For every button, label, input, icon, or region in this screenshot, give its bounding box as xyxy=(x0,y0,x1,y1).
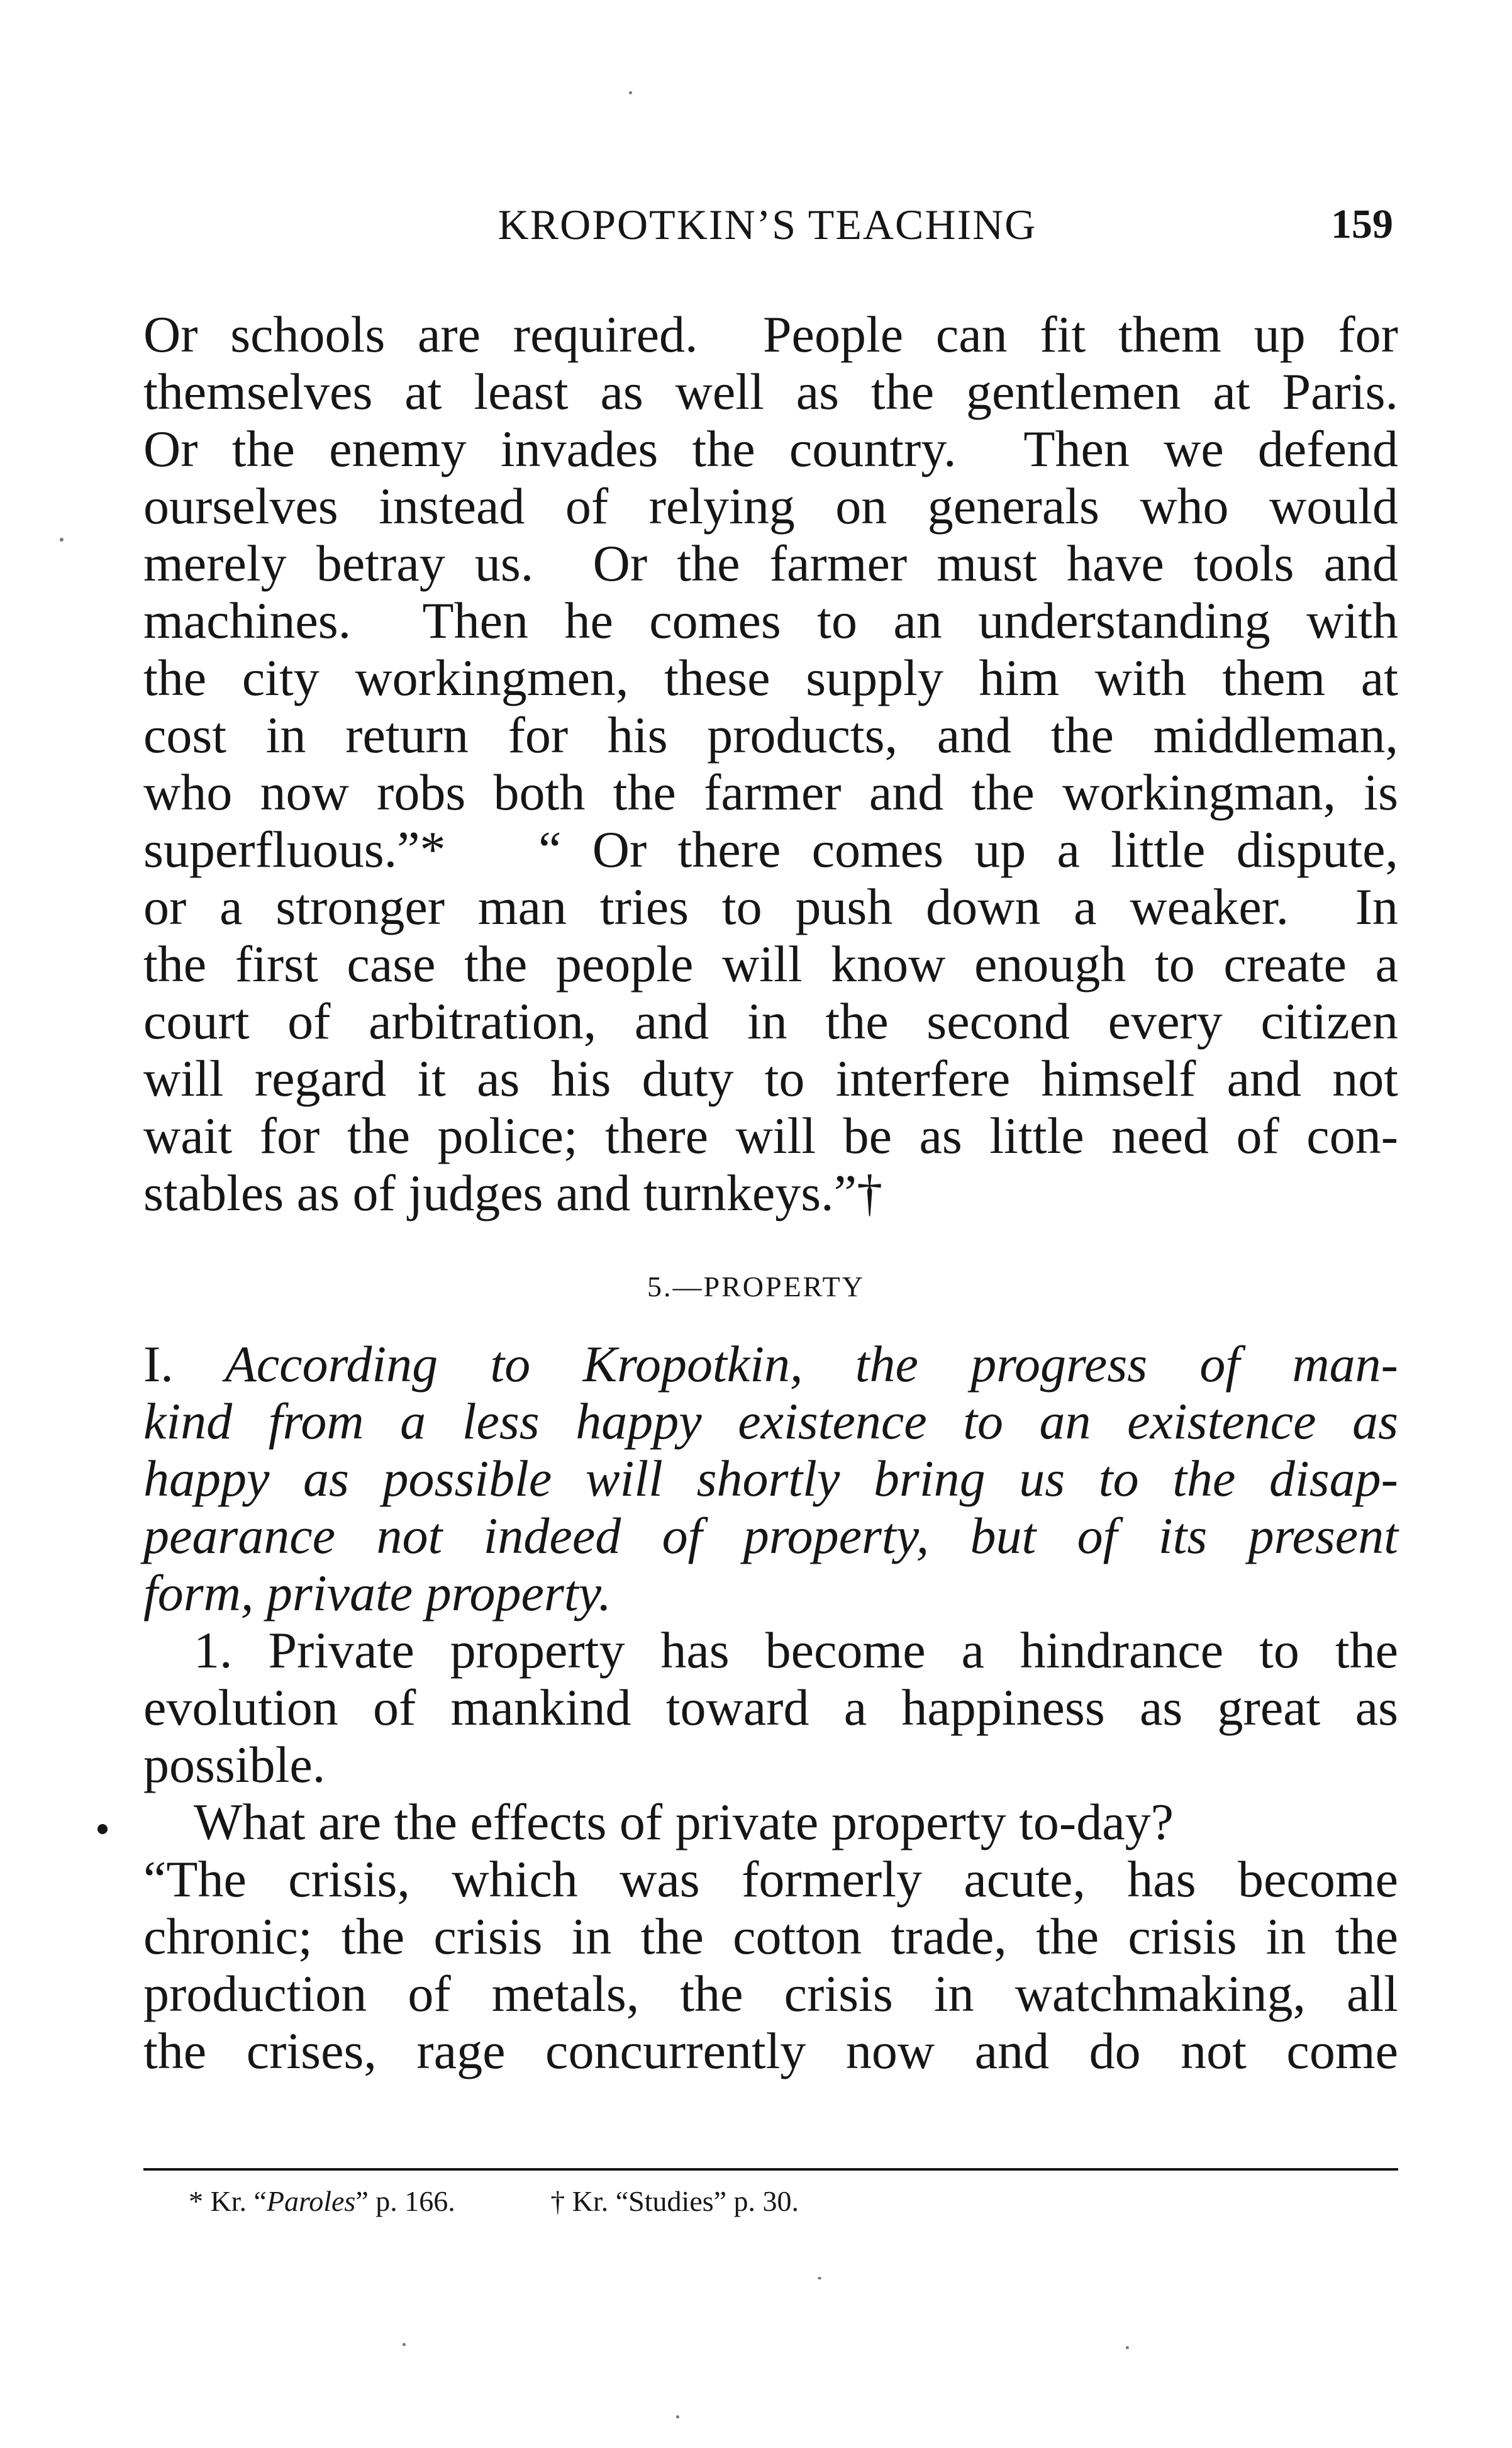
footnote-1 xyxy=(189,2183,455,2220)
thesis-statement xyxy=(143,1335,1398,1622)
text-line: or a stronger man tries to push down a weaker. In xyxy=(143,878,1398,935)
text-line: cost in return for his products, and the middleman, xyxy=(143,706,1398,764)
running-header xyxy=(142,203,1393,247)
text-line: Or the enemy invades the country. Then we defend xyxy=(143,420,1398,477)
thesis-line: form, private property. xyxy=(143,1564,612,1622)
footnote-2-rest: ” p. 30. xyxy=(713,2185,799,2217)
text-line: the crises, rage concurrently now and do not come xyxy=(143,2022,1398,2079)
paper-speck xyxy=(818,2277,821,2279)
paper-speck xyxy=(629,91,632,94)
text-line: who now robs both the farmer and the workingman, is xyxy=(143,764,1398,821)
text-line: themselves at least as well as the gentlemen at Paris. xyxy=(143,363,1398,420)
thesis-text: According to Kropotkin, the progress of man- xyxy=(225,1335,1398,1393)
text-line: merely betray us. Or the farmer must have tools and xyxy=(143,535,1398,592)
thesis-number: I. xyxy=(143,1335,174,1393)
thesis-line-1 xyxy=(143,1335,1398,1393)
text-line: evolution of mankind toward a happiness as great as xyxy=(143,1679,1398,1736)
paper-speck xyxy=(676,2415,679,2418)
footnote-1-title: Paroles xyxy=(266,2185,356,2217)
running-title: KROPOTKIN’S TEACHING xyxy=(498,201,1037,248)
text-line: 1. Private property has become a hindrance to the xyxy=(194,1622,1398,1679)
thesis-line: pearance not indeed of property, but of its present xyxy=(143,1507,1398,1564)
text-line: the city workingmen, these supply him with them at xyxy=(143,649,1398,706)
footnote-2 xyxy=(550,2183,799,2220)
footnote-1-mark: * Kr. “ xyxy=(189,2185,267,2217)
footnote-1-rest: ” p. 166. xyxy=(355,2185,455,2217)
text-line: “The crisis, which was formerly acute, has become xyxy=(143,1850,1398,1908)
footnotes xyxy=(189,2183,1384,2220)
text-line: the first case the people will know enough to create a xyxy=(143,935,1398,993)
text-line: Or schools are required. People can fit them up for xyxy=(143,306,1398,363)
text-line: machines. Then he comes to an understanding with xyxy=(143,592,1398,649)
thesis-line: kind from a less happy existence to an existence as xyxy=(143,1393,1398,1450)
footnote-rule xyxy=(143,2168,1398,2171)
text-line: production of metals, the crisis in watchmaking, all xyxy=(143,1965,1398,2022)
text-line: stables as of judges and turnkeys.”† xyxy=(143,1164,883,1221)
footnote-2-mark: † Kr. “ xyxy=(550,2185,629,2217)
text-line: court of arbitration, and in the second every citizen xyxy=(143,993,1398,1050)
text-line: wait for the police; there will be as little need of con- xyxy=(143,1107,1398,1164)
section-heading: 5.—PROPERTY xyxy=(647,1271,865,1303)
paragraph-continuation xyxy=(143,306,1398,1221)
paper-speck xyxy=(1126,2346,1129,2349)
text-line: ourselves instead of relying on generals who would xyxy=(143,477,1398,535)
paper-speck xyxy=(60,538,64,542)
text-line: will regard it as his duty to interfere himself and not xyxy=(143,1050,1398,1107)
page-number: 159 xyxy=(1331,201,1393,247)
paper-speck xyxy=(403,2343,406,2346)
text-line: possible. xyxy=(143,1736,326,1793)
section-body xyxy=(143,1335,1398,2079)
margin-mark xyxy=(97,1824,108,1834)
text-line: chronic; the crisis in the cotton trade, the crisis in the xyxy=(143,1908,1398,1965)
footnote-2-title: Studies xyxy=(628,2185,714,2217)
text-line: What are the effects of private property to-day? xyxy=(194,1793,1174,1850)
thesis-line: happy as possible will shortly bring us to the disap- xyxy=(143,1450,1398,1507)
text-line: superfluous.”* “ Or there comes up a little dispute, xyxy=(143,821,1398,878)
